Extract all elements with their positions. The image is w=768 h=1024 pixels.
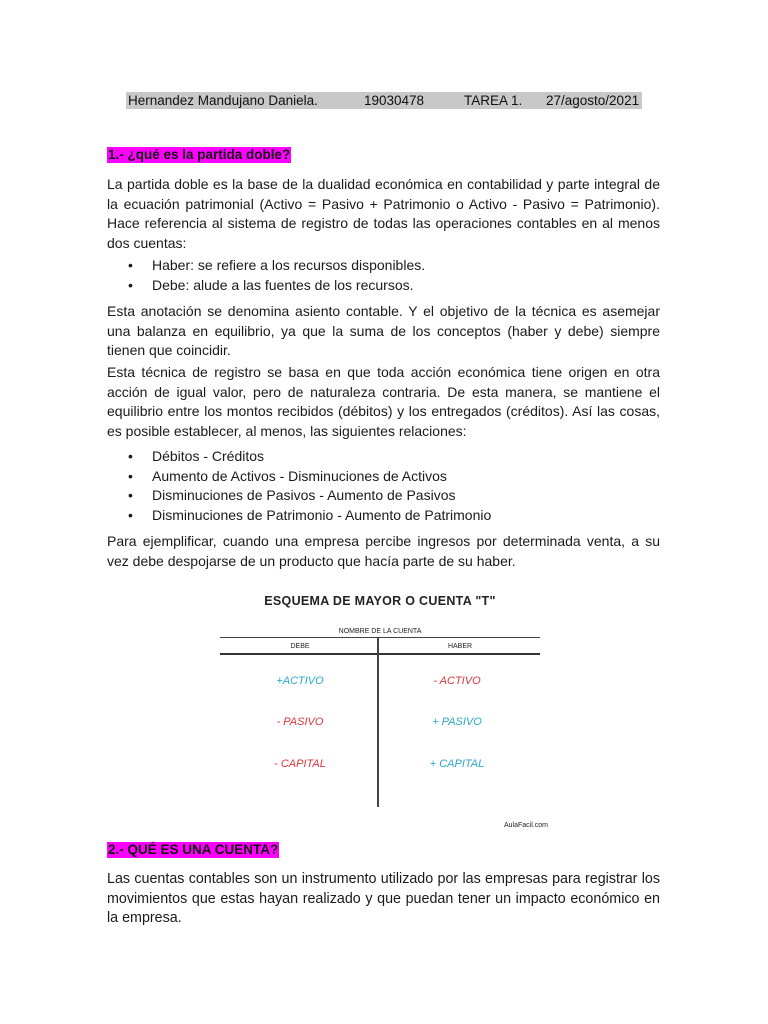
bullet-list-1 — [128, 256, 425, 295]
section1-para4: Para ejemplificar, cuando una empresa percibe ingresos por determinada venta, a su vez debe despojarse de un producto que hacía parte de su haber. — [107, 533, 660, 569]
diagram-top-rule — [220, 637, 540, 638]
diagram-t-bar — [220, 653, 540, 655]
diagram-credit: AulaFacil.com — [504, 822, 548, 829]
section2-para: Las cuentas contables son un instrumento utilizado por las empresas para registrar los movimientos que estas hayan realizado y que puedan tener un impacto económico en la empresa. — [107, 871, 660, 926]
diagram-t-stem — [377, 637, 379, 807]
haber-item-capital: + CAPITAL — [429, 758, 485, 770]
author-name: Hernandez Mandujano Daniela. — [128, 93, 318, 108]
bullet-list-2 — [128, 447, 491, 525]
debe-item-capital: - CAPITAL — [274, 758, 326, 770]
debe-item-activo: +ACTIVO — [276, 675, 324, 687]
section1-title: 1.- ¿qué es la partida doble? — [108, 147, 291, 162]
haber-item-activo: - ACTIVO — [433, 675, 481, 687]
debe-item-pasivo: - PASIVO — [276, 716, 324, 728]
section1-para3: Esta técnica de registro se basa en que toda acción económica tiene origen en otra acción de igual valor, pero de naturaleza contraria. De esta manera, se mantiene el equilibrio entre los montos recibidos (débitos) y los entregados (créditos). Así las cosas, es posible establecer, al menos, las siguientes relaciones: — [107, 364, 660, 439]
document-date: 27/agosto/2021 — [546, 93, 640, 108]
t-account-diagram — [220, 590, 565, 840]
list-item: • Disminuciones de Patrimonio - Aumento de Patrimonio — [128, 506, 491, 526]
haber-item-pasivo: + PASIVO — [432, 716, 482, 728]
section1-para2: Esta anotación se denomina asiento contable. Y el objetivo de la técnica es asemejar una balanza en equilibrio, ya que la suma de los conceptos (haber y debe) siempre tienen que coincidir. — [107, 303, 660, 358]
list-item: • Haber: se refiere a los recursos disponibles. — [128, 256, 425, 276]
section1-intro: La partida doble es la base de la dualidad económica en contabilidad y parte integral de la ecuación patrimonial (Activo = Pasivo + Patrimonio o Activo - Pasivo = Patrimonio). Hace referencia al sistema de registro de todas las operaciones contables en al menos dos cuentas: — [107, 176, 660, 251]
list-item: • Aumento de Activos - Disminuciones de Activos — [128, 467, 491, 487]
task-label: TAREA 1. — [464, 93, 523, 108]
list-item: • Debe: alude a las fuentes de los recursos. — [128, 276, 425, 296]
diagram-account-name: NOMBRE DE LA CUENTA — [338, 628, 422, 635]
diagram-debe-header: DEBE — [290, 643, 310, 650]
diagram-title: ESQUEMA DE MAYOR O CUENTA "T" — [264, 594, 496, 608]
list-item: • Disminuciones de Pasivos - Aumento de Pasivos — [128, 486, 491, 506]
section2-title: 2.- QUÉ ES UNA CUENTA? — [108, 842, 279, 857]
document-header — [126, 92, 642, 109]
list-item: • Débitos - Créditos — [128, 447, 491, 467]
diagram-haber-header: HABER — [447, 643, 473, 650]
student-id: 19030478 — [364, 93, 425, 108]
